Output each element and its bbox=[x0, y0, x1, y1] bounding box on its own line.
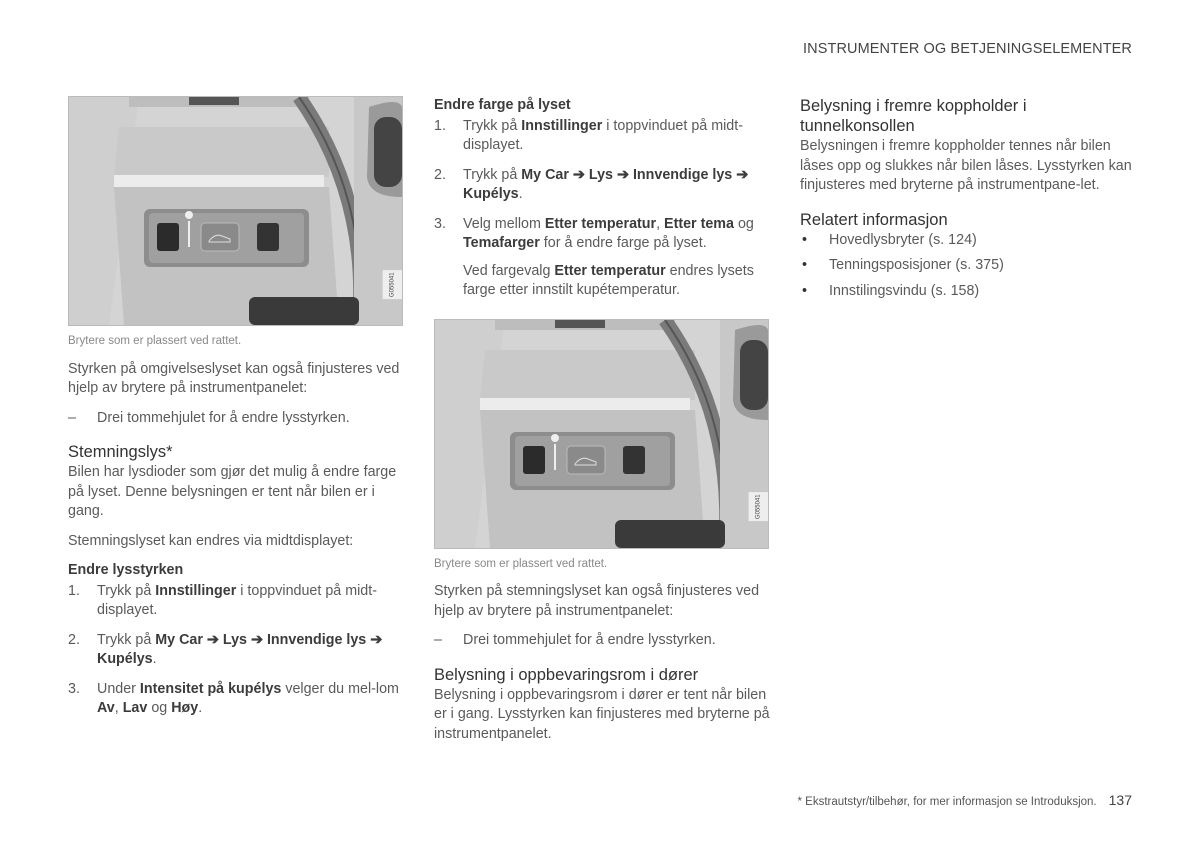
paragraph: Belysning i oppbevaringsrom i dører er tent når bilen er i gang. Lysstyrken kan finjusteres med bryterne på instrumentpanelet. bbox=[434, 686, 770, 742]
steps-list bbox=[68, 582, 404, 719]
text-run: Trykk på bbox=[463, 117, 522, 134]
dash-item bbox=[68, 409, 404, 429]
figure-caption: Brytere som er plassert ved rattet. bbox=[434, 557, 608, 570]
text-run: endres lysets farge etter innstilt kupétemperatur. bbox=[463, 262, 754, 298]
bold-term: ➔ bbox=[202, 631, 223, 648]
related-link-text[interactable]: Innstilingsvindu (s. 158) bbox=[829, 282, 980, 299]
step-text bbox=[463, 216, 754, 252]
column-middle bbox=[434, 96, 770, 754]
paragraph: Bilen har lysdioder som gjør det mulig å endre farge på lyset. Denne belysningen er tent når bilen er i gang. bbox=[68, 464, 397, 519]
text-run: Trykk på bbox=[97, 582, 156, 599]
paragraph: Stemningslyset kan endres via midtdisplayet: bbox=[68, 532, 354, 549]
text-run: i toppvinduet på midt-displayet. bbox=[97, 582, 377, 618]
text-run: . bbox=[198, 700, 203, 716]
step-item bbox=[68, 582, 404, 621]
step-item bbox=[434, 215, 770, 254]
dash-mark: – bbox=[434, 632, 442, 648]
bold-term: Innstillinger bbox=[155, 582, 237, 599]
step-number: 2. bbox=[68, 631, 80, 648]
figure-code: G055041 bbox=[383, 270, 403, 299]
intro-text: Styrken på stemningslyset kan også finjusteres ved hjelp av brytere på instrumentpanelet: bbox=[434, 583, 760, 619]
related-heading: Relatert informasjon bbox=[800, 210, 948, 229]
step-number: 1. bbox=[434, 117, 446, 134]
bold-term: Temafarger bbox=[463, 235, 540, 251]
bold-term: Innvendige lys ➔ Kupélys bbox=[97, 631, 383, 667]
related-link[interactable] bbox=[800, 256, 1140, 276]
dash-text: Drei tommehjulet for å endre lysstyrken. bbox=[97, 409, 350, 426]
step-text bbox=[97, 681, 399, 717]
related-link[interactable] bbox=[800, 231, 1140, 251]
step-item bbox=[434, 166, 770, 205]
text-run: . bbox=[152, 651, 157, 667]
bold-term: Innstillinger bbox=[521, 117, 603, 134]
step-number: 1. bbox=[68, 582, 80, 599]
steps-list bbox=[434, 117, 770, 254]
step-note bbox=[434, 262, 770, 301]
bullet-icon: • bbox=[802, 257, 808, 273]
step-item bbox=[68, 631, 404, 670]
dashboard-illustration bbox=[69, 97, 402, 325]
running-header: INSTRUMENTER OG BETJENINGSELEMENTER bbox=[803, 41, 1132, 57]
bold-term: Etter temperatur bbox=[544, 215, 657, 232]
text-run: og bbox=[147, 700, 172, 716]
dash-item bbox=[434, 631, 770, 651]
section-heading: Stemningslys* bbox=[68, 443, 173, 461]
column-left bbox=[68, 96, 404, 729]
bold-term: Lav bbox=[122, 700, 148, 716]
text-run: Ved fargevalg bbox=[463, 262, 555, 279]
text-run: . bbox=[518, 186, 523, 202]
step-number: 2. bbox=[434, 166, 446, 183]
text-run: i toppvinduet på midt-displayet. bbox=[463, 117, 743, 153]
related-link-text[interactable]: Hovedlysbryter (s. 124) bbox=[829, 231, 977, 248]
footer bbox=[798, 792, 1132, 808]
section-heading: Belysning i fremre koppholder i tunnelkonsollen bbox=[800, 97, 1027, 135]
related-link-text[interactable]: Tenningsposisjoner (s. 375) bbox=[829, 257, 1004, 273]
step-number: 3. bbox=[434, 215, 446, 232]
related-list bbox=[800, 231, 1140, 302]
text-run: Trykk på bbox=[97, 631, 156, 648]
column-right bbox=[800, 96, 1140, 307]
bold-term: ➔ bbox=[568, 166, 589, 183]
figure-steering-switches bbox=[68, 96, 403, 326]
text-run: og bbox=[733, 215, 754, 232]
text-run: , bbox=[114, 700, 123, 716]
step-number: 3. bbox=[68, 680, 80, 697]
text-run: , bbox=[656, 215, 665, 232]
bold-term: ➔ bbox=[613, 166, 633, 183]
page-number: 137 bbox=[1108, 792, 1132, 808]
step-text bbox=[463, 118, 743, 154]
bold-term: My Car bbox=[155, 631, 203, 648]
intro-text: Styrken på omgivelseslyset kan også finjusteres ved hjelp av brytere på instrumentpanelet: bbox=[68, 360, 400, 396]
section-heading: Belysning i oppbevaringsrom i dører bbox=[434, 665, 699, 684]
step-text bbox=[97, 583, 377, 619]
figure-caption: Brytere som er plassert ved rattet. bbox=[68, 335, 242, 347]
text-run: Velg mellom bbox=[463, 215, 545, 232]
dashboard-illustration bbox=[435, 320, 768, 548]
figure-code: G055041 bbox=[749, 492, 769, 521]
bold-term: Av bbox=[97, 700, 115, 716]
bullet-icon: • bbox=[802, 231, 808, 248]
bold-term: My Car bbox=[521, 166, 569, 183]
related-link[interactable] bbox=[800, 282, 1140, 302]
bold-term: Høy bbox=[171, 700, 199, 716]
subheading: Endre lysstyrken bbox=[68, 562, 184, 578]
step-item bbox=[68, 680, 404, 719]
subheading: Endre farge på lyset bbox=[434, 97, 571, 113]
text-run: Under bbox=[97, 680, 140, 697]
paragraph: Belysningen i fremre koppholder tennes når bilen låses opp og slukkes når bilen låses. Lysstyrken kan finjusteres med bryterne på instrumentpane-let. bbox=[800, 138, 1132, 193]
step-item bbox=[434, 117, 770, 156]
bold-term: Lys bbox=[588, 166, 613, 183]
bold-term: Innvendige lys ➔ Kupélys bbox=[463, 166, 749, 202]
dash-mark: – bbox=[68, 409, 76, 426]
bold-term: Etter tema bbox=[664, 215, 734, 232]
text-run: Trykk på bbox=[463, 166, 522, 183]
bold-term: Intensitet på kupélys bbox=[139, 680, 282, 697]
dash-text: Drei tommehjulet for å endre lysstyrken. bbox=[463, 632, 716, 648]
figure-steering-switches bbox=[434, 319, 769, 549]
bullet-icon: • bbox=[802, 282, 808, 299]
step-text bbox=[97, 632, 382, 668]
bold-term: Lys bbox=[222, 631, 247, 648]
step-text bbox=[463, 167, 748, 203]
footnote: * Ekstrautstyr/tilbehør, for mer informasjon se Introduksjon. bbox=[797, 796, 1097, 808]
bold-term: ➔ bbox=[247, 631, 267, 648]
text-run: velger du mel-lom bbox=[281, 680, 399, 697]
bold-term: Etter temperatur bbox=[554, 262, 666, 279]
text-run: for å endre farge på lyset. bbox=[539, 235, 707, 251]
